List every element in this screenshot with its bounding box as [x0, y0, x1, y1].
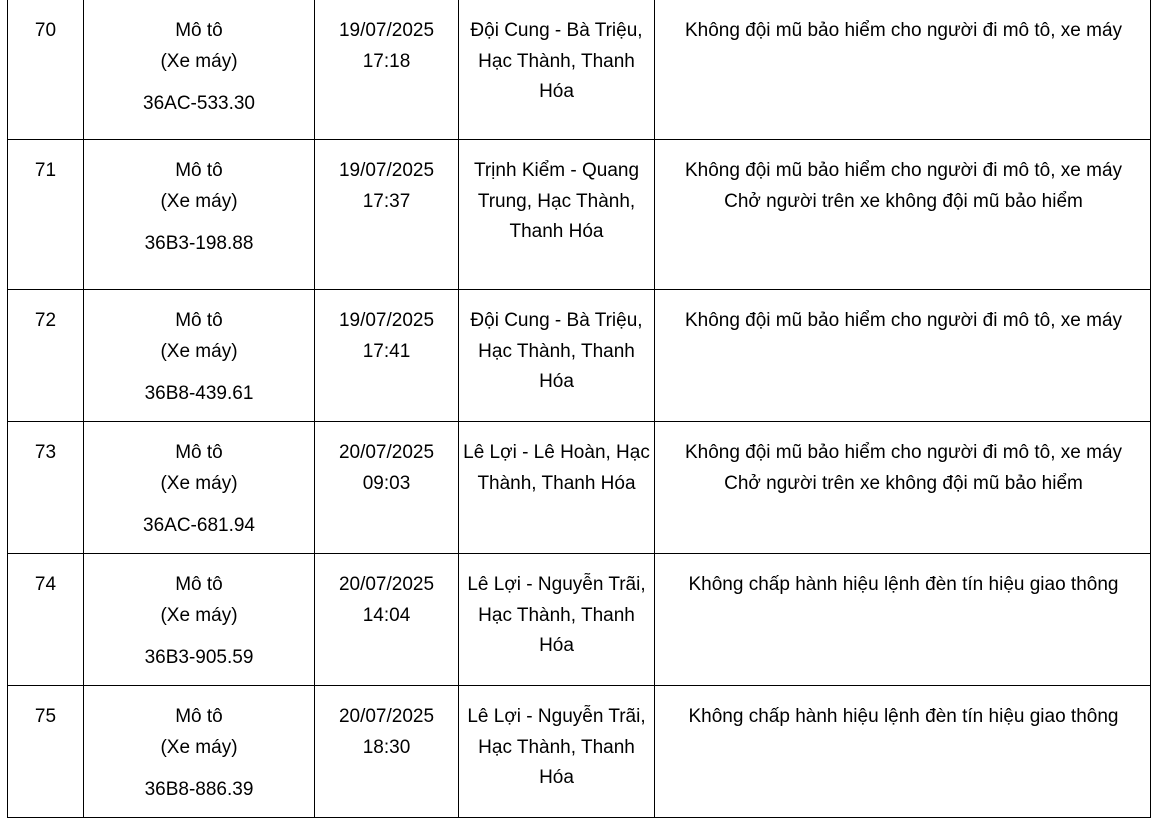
violation-cell — [655, 422, 1151, 554]
vehicle-subtype: (Xe máy) — [160, 472, 238, 494]
datetime-cell — [315, 422, 459, 554]
datetime-cell — [315, 290, 459, 422]
violation-description-extra: Chở người trên xe không đội mũ bảo hiểm — [724, 190, 1083, 212]
violation-description: Không đội mũ bảo hiểm cho người đi mô tô, xe máy — [684, 160, 1123, 181]
location-cell — [459, 686, 655, 818]
vehicle-subtype: (Xe máy) — [160, 50, 238, 72]
stt-cell — [8, 422, 84, 554]
violation-time: 17:18 — [362, 50, 411, 72]
violation-location: Đội Cung - Bà Triệu, Hạc Thành, Thanh Hóa — [470, 20, 643, 102]
violation-location: Lê Lợi - Lê Hoàn, Hạc Thành, Thanh Hóa — [463, 442, 650, 494]
violation-date: 20/07/2025 — [338, 574, 435, 595]
stt-value: 75 — [34, 706, 57, 727]
stt-cell — [8, 140, 84, 290]
violation-date: 20/07/2025 — [338, 706, 435, 727]
stt-cell — [8, 686, 84, 818]
location-cell — [459, 422, 655, 554]
violation-date: 19/07/2025 — [338, 160, 435, 181]
violation-date: 20/07/2025 — [338, 442, 435, 463]
table-body — [8, 0, 1151, 818]
vehicle-cell — [84, 290, 315, 422]
violation-description-extra: Chở người trên xe không đội mũ bảo hiểm — [724, 472, 1083, 494]
vehicle-subtype: (Xe máy) — [160, 190, 238, 212]
stt-value: 72 — [34, 310, 57, 331]
violation-time: 18:30 — [362, 736, 411, 758]
violation-location: Trịnh Kiểm - Quang Trung, Hạc Thành, Thanh Hóa — [473, 160, 640, 242]
vehicle-subtype: (Xe máy) — [160, 736, 238, 758]
location-cell — [459, 290, 655, 422]
violation-description: Không đội mũ bảo hiểm cho người đi mô tô, xe máy — [684, 442, 1123, 463]
violation-cell — [655, 0, 1151, 140]
violation-time: 17:41 — [362, 340, 411, 362]
location-cell — [459, 0, 655, 140]
vehicle-type: Mô tô — [175, 310, 223, 331]
vehicle-subtype: (Xe máy) — [160, 340, 238, 362]
table-row — [8, 140, 1151, 290]
table-row — [8, 686, 1151, 818]
violation-date: 19/07/2025 — [338, 20, 435, 41]
violation-time: 17:37 — [362, 190, 411, 212]
violation-time: 09:03 — [362, 472, 411, 494]
violation-cell — [655, 686, 1151, 818]
table-row — [8, 554, 1151, 686]
violation-cell — [655, 554, 1151, 686]
violation-location: Lê Lợi - Nguyễn Trãi, Hạc Thành, Thanh Hóa — [467, 706, 646, 788]
datetime-cell — [315, 554, 459, 686]
location-cell — [459, 554, 655, 686]
stt-cell — [8, 0, 84, 140]
violation-date: 19/07/2025 — [338, 310, 435, 331]
datetime-cell — [315, 140, 459, 290]
license-plate: 36B3-198.88 — [144, 233, 254, 254]
license-plate: 36B3-905.59 — [144, 647, 254, 668]
table-row — [8, 422, 1151, 554]
stt-value: 74 — [34, 574, 57, 595]
license-plate: 36B8-439.61 — [144, 383, 254, 404]
vehicle-type: Mô tô — [175, 706, 223, 727]
stt-value: 70 — [34, 20, 57, 41]
vehicle-subtype: (Xe máy) — [160, 604, 238, 626]
vehicle-type: Mô tô — [175, 574, 223, 595]
table-row — [8, 290, 1151, 422]
violation-location: Lê Lợi - Nguyễn Trãi, Hạc Thành, Thanh Hóa — [467, 574, 646, 656]
vehicle-type: Mô tô — [175, 442, 223, 463]
vehicle-cell — [84, 422, 315, 554]
violation-cell — [655, 140, 1151, 290]
violation-description: Không đội mũ bảo hiểm cho người đi mô tô, xe máy — [684, 20, 1123, 41]
vehicle-type: Mô tô — [175, 160, 223, 181]
license-plate: 36AC-681.94 — [143, 515, 255, 536]
vehicle-cell — [84, 686, 315, 818]
violations-table — [7, 0, 1151, 818]
vehicle-cell — [84, 554, 315, 686]
table-row — [8, 0, 1151, 140]
violation-description: Không chấp hành hiệu lệnh đèn tín hiệu giao thông — [688, 706, 1119, 727]
vehicle-cell — [84, 0, 315, 140]
vehicle-cell — [84, 140, 315, 290]
stt-value: 73 — [34, 442, 57, 463]
violation-time: 14:04 — [362, 604, 411, 626]
violation-description: Không đội mũ bảo hiểm cho người đi mô tô, xe máy — [684, 310, 1123, 331]
license-plate: 36AC-533.30 — [143, 93, 255, 114]
violation-location: Đội Cung - Bà Triệu, Hạc Thành, Thanh Hóa — [470, 310, 643, 392]
violation-description: Không chấp hành hiệu lệnh đèn tín hiệu giao thông — [688, 574, 1119, 595]
stt-cell — [8, 290, 84, 422]
violation-cell — [655, 290, 1151, 422]
datetime-cell — [315, 686, 459, 818]
license-plate: 36B8-886.39 — [144, 779, 254, 800]
location-cell — [459, 140, 655, 290]
datetime-cell — [315, 0, 459, 140]
stt-cell — [8, 554, 84, 686]
stt-value: 71 — [34, 160, 57, 181]
vehicle-type: Mô tô — [175, 20, 223, 41]
